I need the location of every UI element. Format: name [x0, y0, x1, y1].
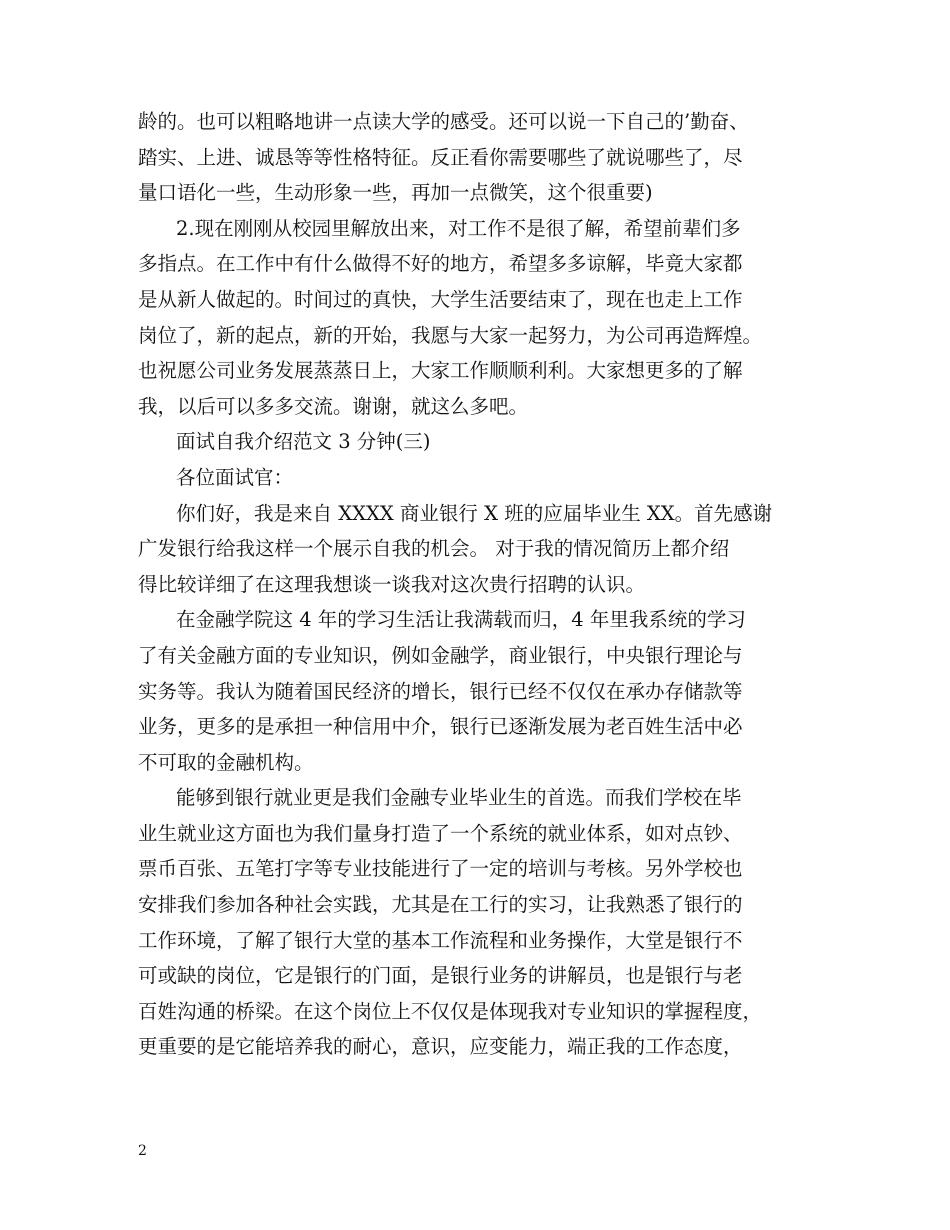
text-line: 实务等。我认为随着国民经济的增长，银行已经不仅仅在承办存储款等 — [138, 679, 743, 703]
text-line: 业务，更多的是承担一种信用中介，银行已逐渐发展为老百姓生活中必 — [138, 715, 743, 739]
text-line: 百姓沟通的桥梁。在这个岗位上不仅仅是体现我对专业知识的掌握程度， — [138, 999, 763, 1023]
text-line: 广发银行给我这样一个展示自我的机会。 对于我的情况简历上都介绍 — [138, 537, 730, 561]
text-line: 多指点。在工作中有什么做得不好的地方，希望多多谅解，毕竟大家都 — [138, 252, 743, 276]
section-heading: 面试自我介绍范文 3 分钟(三) — [176, 430, 431, 454]
text-line: 是从新人做起的。时间过的真快，大学生活要结束了，现在也走上工作 — [138, 287, 743, 311]
text-line: 也祝愿公司业务发展蒸蒸日上，大家工作顺顺利利。大家想更多的了解 — [138, 359, 743, 383]
text-line: 票币百张、五笔打字等专业技能进行了一定的培训与考核。另外学校也 — [138, 857, 743, 881]
text-line: 工作环境，了解了银行大堂的基本工作流程和业务操作，大堂是银行不 — [138, 928, 743, 952]
text-line: 我，以后可以多多交流。谢谢，就这么多吧。 — [138, 394, 529, 418]
text-line: 踏实、上进、诚恳等等性格特征。反正看你需要哪些了就说哪些了，尽 — [138, 145, 743, 169]
text-line: 得比较详细了在这理我想谈一谈我对这次贵行招聘的认识。 — [138, 572, 646, 596]
paragraph-start-line: 你们好，我是来自 XXXX 商业银行 X 班的应届毕业生 XX。首先感谢 — [176, 501, 773, 525]
page-number: 2 — [138, 1143, 147, 1159]
text-line: 业生就业这方面也为我们量身打造了一个系统的就业体系，如对点钞、 — [138, 821, 743, 845]
text-line: 不可取的金融机构。 — [138, 750, 314, 774]
text-line: 安排我们参加各种社会实践，尤其是在工行的实习，让我熟悉了银行的 — [138, 893, 743, 917]
text-line: 龄的。也可以粗略地讲一点读大学的感受。还可以说一下自己的’勤奋、 — [138, 110, 749, 133]
text-line: 可或缺的岗位，它是银行的门面，是银行业务的讲解员，也是银行与老 — [138, 964, 743, 988]
paragraph-start-line: 能够到银行就业更是我们金融专业毕业生的首选。而我们学校在毕 — [176, 786, 742, 810]
text-line: 岗位了，新的起点，新的开始，我愿与大家一起努力，为公司再造辉煌。 — [138, 323, 763, 347]
paragraph-start-line: 在金融学院这 4 年的学习生活让我满载而归，4 年里我系统的学习 — [176, 608, 746, 632]
salutation: 各位面试官： — [176, 465, 294, 489]
text-line: 了有关金融方面的专业知识，例如金融学，商业银行，中央银行理论与 — [138, 643, 743, 667]
text-line: 量口语化一些，生动形象一些，再加一点微笑，这个很重要) — [138, 181, 653, 205]
paragraph-start-line: 2.现在刚刚从校园里解放出来，对工作不是很了解，希望前辈们多 — [176, 216, 741, 240]
text-line: 更重要的是它能培养我的耐心，意识，应变能力，端正我的工作态度， — [138, 1035, 743, 1059]
document-body — [138, 104, 828, 1065]
